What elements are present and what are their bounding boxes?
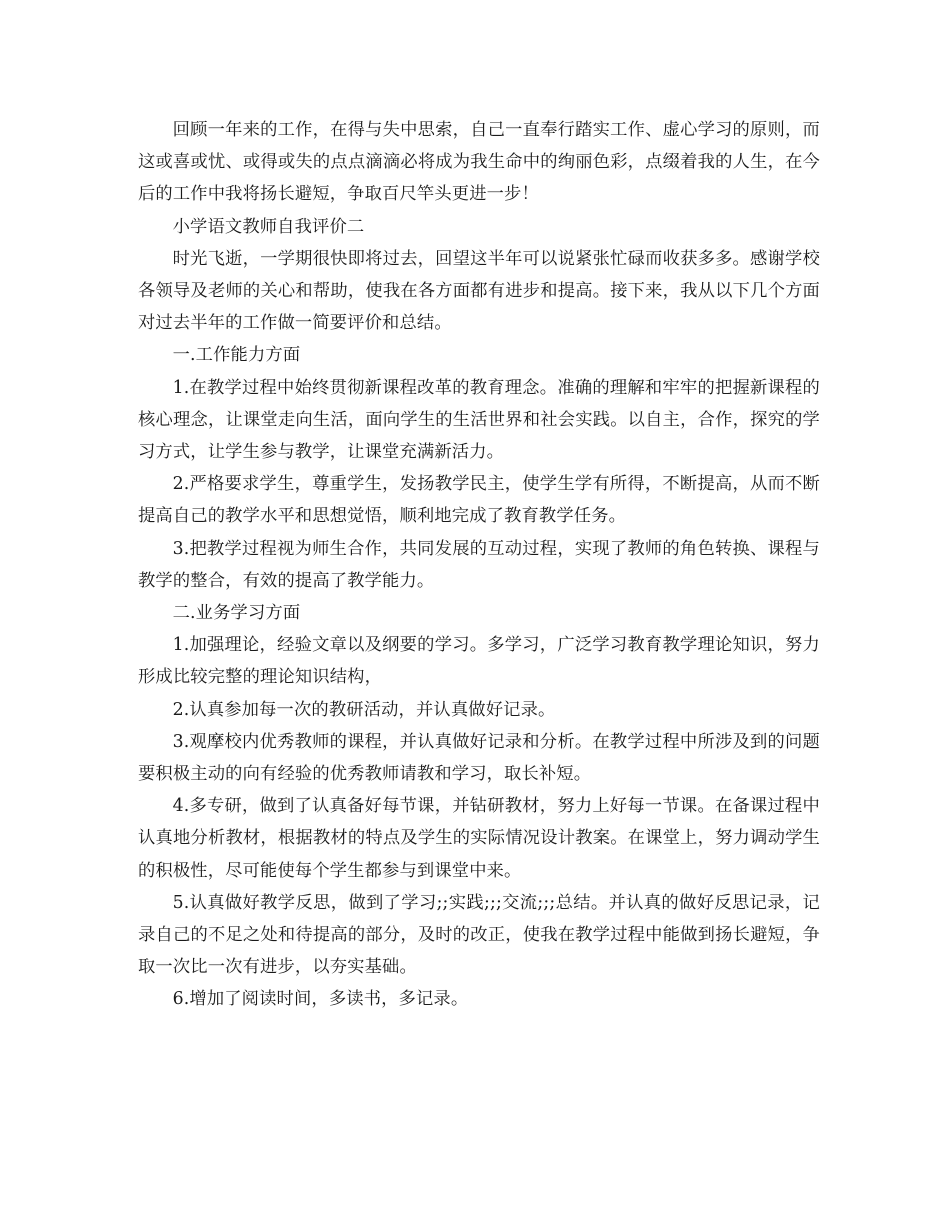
paragraph-study-1: 1.加强理论，经验文章以及纲要的学习。多学习，广泛学习教育教学理论知识，努力形成比较完整的理论知识结构，: [138, 635, 820, 688]
paragraph-study-4: 4.多专研，做到了认真备好每节课，并钻研教材，努力上好每一节课。在备课过程中认真地分析教材，根据教材的特点及学生的实际情况设计教案。在课堂上，努力调动学生的积极性，尽可能使每个学生都参与到课堂中来。: [138, 796, 820, 881]
paragraph-ability-2: 2.严格要求学生，尊重学生，发扬教学民主，使学生学有所得，不断提高，从而不断提高自己的教学水平和思想觉悟，顺利地完成了教育教学任务。: [138, 474, 820, 527]
paragraph-intro: 时光飞逝，一学期很快即将过去，回望这半年可以说紧张忙碌而收获多多。感谢学校各领导及老师的关心和帮助，使我在各方面都有进步和提高。接下来，我从以下几个方面对过去半年的工作做一简要评价和总结。: [138, 248, 820, 334]
heading-work-ability: 一.工作能力方面: [172, 345, 301, 366]
heading-professional-study: 二.业务学习方面: [172, 603, 301, 624]
paragraph-ability-1: 1.在教学过程中始终贯彻新课程改革的教育理念。准确的理解和牢牢的把握新课程的核心理念，让课堂走向生活，面向学生的生活世界和社会实践。以自主，合作，探究的学习方式，让学生参与教学，让课堂充满新活力。: [138, 377, 820, 463]
paragraph-study-3: 3.观摩校内优秀教师的课程，并认真做好记录和分析。在教学过程中所涉及到的问题要积极主动的向有经验的优秀教师请教和学习，取长补短。: [138, 731, 820, 785]
paragraph-review: 回顾一年来的工作，在得与失中思索，自己一直奉行踏实工作、虚心学习的原则，而这或喜或忧、或得或失的点点滴滴必将成为我生命中的绚丽色彩，点缀着我的人生，在今后的工作中我将扬长避短，争取百尺竿头更进一步！: [138, 120, 820, 205]
paragraph-ability-3: 3.把教学过程视为师生合作，共同发展的互动过程，实现了教师的角色转换、课程与教学的整合，有效的提高了教学能力。: [138, 538, 820, 591]
paragraph-study-5: 5.认真做好教学反思，做到了学习;;实践;;;交流;;;总结。并认真的做好反思记录，记录自己的不足之处和待提高的部分，及时的改正，使我在教学过程中能做到扬长避短，争取一次比一次有进步，以夯实基础。: [138, 892, 820, 978]
paragraph-study-2: 2.认真参加每一次的教研活动，并认真做好记录。: [172, 699, 556, 720]
section-title-evaluation-two: 小学语文教师自我评价二: [172, 216, 365, 237]
document-body: [138, 114, 820, 1016]
paragraph-study-6: 6.增加了阅读时间，多读书，多记录。: [172, 989, 469, 1010]
